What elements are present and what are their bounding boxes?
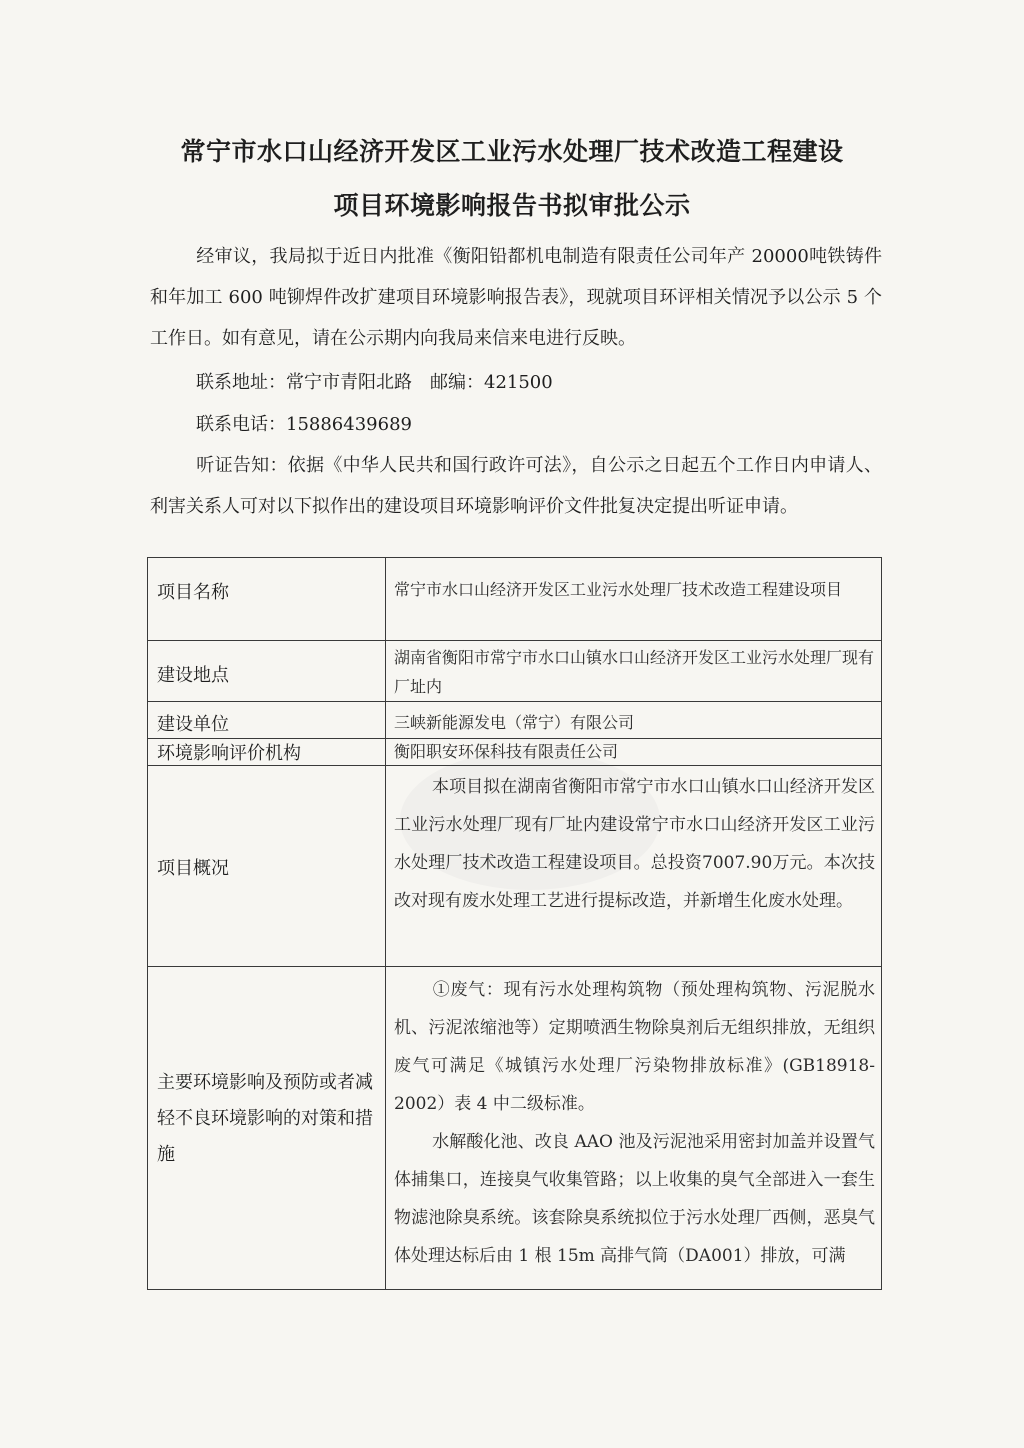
table-value-cell <box>386 558 882 641</box>
hearing-text: 听证告知：依据《中华人民共和国行政许可法》，自公示之日起五个工作日内申请人、利害关系人可对以下拟作出的建设项目环境影响评价文件批复决定提出听证申请。 <box>150 455 882 517</box>
document-title-line2: 项目环境影响报告书拟审批公示 <box>333 191 691 220</box>
row-label: 环境影响评价机构 <box>157 743 301 764</box>
row-label: 项目名称 <box>157 582 229 603</box>
measures-paragraph-2 <box>394 1123 875 1275</box>
table-label-cell <box>148 766 386 967</box>
measures-paragraph-1 <box>394 967 875 1123</box>
table-row <box>148 702 882 739</box>
table-value-cell <box>386 641 882 702</box>
table-value-cell <box>386 702 882 739</box>
project-info-table <box>147 557 882 1290</box>
measures-text-1: ①废气：现有污水处理构筑物（预处理构筑物、污泥脱水机、污泥浓缩池等）定期喷洒生物除臭剂后无组织排放，无组织废气可满足《城镇污水处理厂污染物排放标准》(GB18918-2002）表 4 中二级标准。 <box>394 980 875 1114</box>
table-value-cell <box>386 967 882 1290</box>
table-label-cell <box>148 739 386 766</box>
measures-text-2: 水解酸化池、改良 AAO 池及污泥池采用密封加盖并设置气体捕集口，连接臭气收集管路；以上收集的臭气全部进入一套生物滤池除臭系统。该套除臭系统拟位于污水处理厂西侧，恶臭气体处理达标后由 1 根 15m 高排气筒（DA001）排放，可满 <box>394 1132 875 1266</box>
row-value: 三峡新能源发电（常宁）有限公司 <box>394 713 635 732</box>
table-value-cell <box>386 766 882 967</box>
contact-phone: 联系电话：15886439689 <box>196 414 412 435</box>
table-row <box>148 641 882 702</box>
document-title-line1: 常宁市水口山经济开发区工业污水处理厂技术改造工程建设 <box>180 137 844 166</box>
table-row <box>148 558 882 641</box>
intro-text: 经审议，我局拟于近日内批准《衡阳铅都机电制造有限责任公司年产 20000吨铁铸件和年加工 600 吨铆焊件改扩建项目环境影响报告表》，现就项目环评相关情况予以公示 5 个工作日。如有意见，请在公示期内向我局来信来电进行反映。 <box>150 246 882 349</box>
row-value <box>394 766 875 920</box>
row-label: 建设地点 <box>157 665 229 686</box>
contact-address: 联系地址：常宁市青阳北路 邮编：421500 <box>196 372 553 393</box>
row-label: 项目概况 <box>157 858 229 879</box>
row-value: 常宁市水口山经济开发区工业污水处理厂技术改造工程建设项目 <box>394 580 843 599</box>
table-row <box>148 967 882 1290</box>
table-row <box>148 739 882 766</box>
row-value: 湖南省衡阳市常宁市水口山镇水口山经济开发区工业污水处理厂现有厂址内 <box>394 648 875 696</box>
intro-paragraph <box>150 236 882 359</box>
table-row <box>148 766 882 967</box>
row-value: 衡阳职安环保科技有限责任公司 <box>394 742 619 761</box>
row-label: 建设单位 <box>157 714 229 735</box>
table-label-cell <box>148 641 386 702</box>
table-value-cell <box>386 739 882 766</box>
hearing-paragraph <box>150 445 882 527</box>
overview-text: 本项目拟在湖南省衡阳市常宁市水口山镇水口山经济开发区工业污水处理厂现有厂址内建设常宁市水口山经济开发区工业污水处理厂技术改造工程建设项目。总投资7007.90万元。本次技改对现有废水处理工艺进行提标改造，并新增生化废水处理。 <box>394 777 875 911</box>
table-label-cell <box>148 702 386 739</box>
row-label: 主要环境影响及预防或者减轻不良环境影响的对策和措施 <box>157 1072 373 1165</box>
table-label-cell <box>148 967 386 1290</box>
table-label-cell <box>148 558 386 641</box>
